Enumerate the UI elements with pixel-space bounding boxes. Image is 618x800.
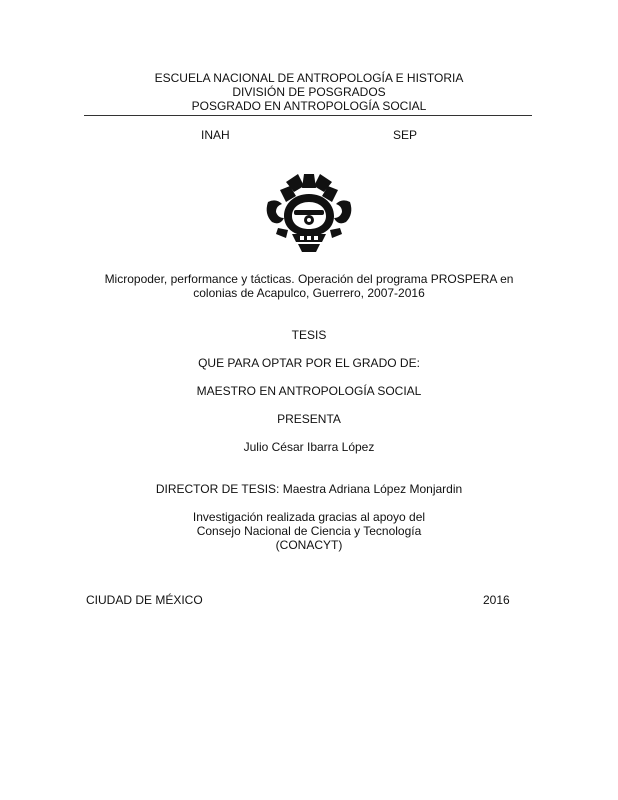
header-divider	[84, 115, 532, 116]
institution-sep: SEP	[393, 128, 418, 142]
funding-line2: Consejo Nacional de Ciencia y Tecnología	[196, 524, 422, 538]
year-label: 2016	[483, 593, 510, 607]
school-name: ESCUELA NACIONAL DE ANTROPOLOGÍA E HISTORIA	[154, 71, 464, 85]
degree-intro: QUE PARA OPTAR POR EL GRADO DE:	[198, 356, 420, 370]
institution-inah: INAH	[201, 128, 230, 142]
degree-name: MAESTRO EN ANTROPOLOGÍA SOCIAL	[196, 384, 422, 398]
funding-line3: (CONACYT)	[275, 538, 343, 552]
program-name: POSGRADO EN ANTROPOLOGÍA SOCIAL	[191, 99, 427, 113]
thesis-director: DIRECTOR DE TESIS: Maestra Adriana López Monjardin	[155, 482, 463, 496]
presents-label: PRESENTA	[277, 412, 341, 426]
funding-line1: Investigación realizada gracias al apoyo del	[192, 510, 426, 524]
city-label: CIUDAD DE MÉXICO	[86, 593, 203, 607]
author-name: Julio César Ibarra López	[243, 440, 375, 454]
aztec-glyph-icon	[264, 172, 354, 256]
thesis-label: TESIS	[291, 328, 327, 342]
thesis-title-line2: colonias de Acapulco, Guerrero, 2007-2016	[193, 286, 425, 300]
division-name: DIVISIÓN DE POSGRADOS	[232, 85, 386, 99]
thesis-title-line1: Micropoder, performance y tácticas. Operación del programa PROSPERA en	[104, 272, 514, 286]
